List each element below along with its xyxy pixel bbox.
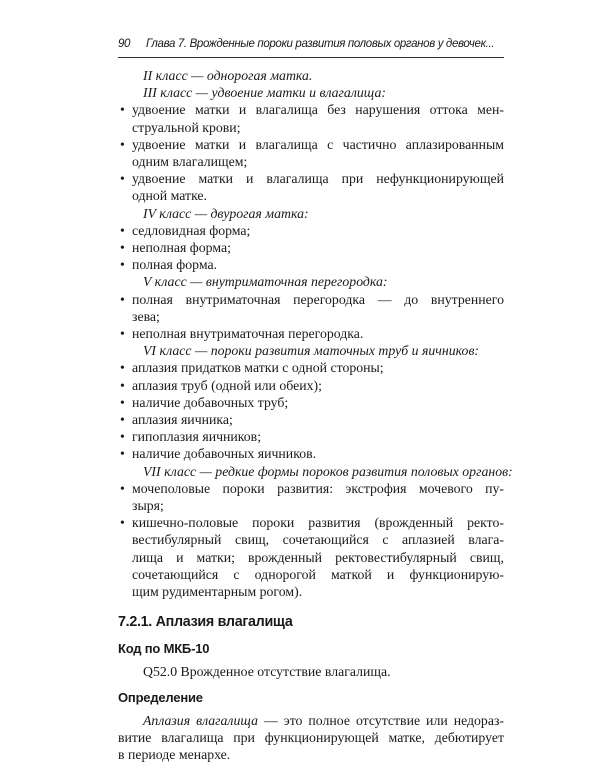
page-body: [118, 67, 513, 763]
list-item: • кишечно-половые пороки развития (врожденный ректо- вестибулярный свищ, сочетающийся с аплазией влага- лища и матки; врожденный ректовестибулярный свищ, сочетающийся с однорогой маткой и функционирую- щим рудиментарным рогом).: [118, 514, 504, 600]
page-number: 90: [118, 38, 131, 50]
class-4-heading: IV класс — двурогая матка:: [143, 205, 309, 221]
list-item: • аплазия яичника;: [118, 411, 504, 428]
list-item: • неполная внутриматочная перегородка.: [118, 325, 504, 342]
list-item: • аплазия труб (одной или обеих);: [118, 377, 504, 394]
running-header: [118, 36, 504, 52]
list-item: • наличие добавочных яичников.: [118, 445, 504, 462]
list-item: • аплазия придатков матки с одной стороны;: [118, 359, 504, 376]
class-7-heading: VII класс — редкие формы пороков развития половых органов:: [143, 463, 513, 479]
list-item: • удвоение матки и влагалища с частично аплазированным одним влагалищем;: [118, 136, 504, 170]
class-5-heading: V класс — внутриматочная перегородка:: [143, 274, 388, 290]
list-item: • неполная форма;: [118, 239, 504, 256]
class-6-list: [118, 359, 504, 462]
definition-line: Аплазия влагалища — это полное отсутствие или недораз-: [143, 712, 504, 728]
icd-code-line: Q52.0 Врожденное отсутствие влагалища.: [143, 664, 391, 680]
class-3-list: [118, 101, 504, 204]
list-item: • гипоплазия яичников;: [118, 428, 504, 445]
list-item: • наличие добавочных труб;: [118, 394, 504, 411]
class-5-list: [118, 291, 504, 343]
header-rule: [118, 57, 504, 58]
list-item: • мочеполовые пороки развития: экстрофия мочевого пу- зыря;: [118, 480, 504, 514]
class-7-list: [118, 480, 504, 600]
icd-heading: Код по МКБ-10: [118, 641, 210, 657]
class-3-heading: III класс — удвоение матки и влагалища:: [143, 85, 387, 101]
definition-heading: Определение: [118, 689, 203, 705]
running-title: Глава 7. Врожденные пороки развития половых органов у девочек...: [146, 38, 495, 50]
list-item: • удвоение матки и влагалища при нефункционирующей одной матке.: [118, 170, 504, 204]
class-4-list: [118, 222, 504, 274]
list-item: • удвоение матки и влагалища без нарушения оттока мен- струальной крови;: [118, 101, 504, 135]
list-item: • полная внутриматочная перегородка — до внутреннего зева;: [118, 291, 504, 325]
section-title: 7.2.1. Аплазия влагалища: [118, 614, 293, 631]
list-item: • полная форма.: [118, 256, 504, 273]
class-2-heading: II класс — однорогая матка.: [143, 68, 313, 83]
definition-line: витие влагалища при функционирующей матке, дебютирует: [118, 729, 504, 745]
list-item: • седловидная форма;: [118, 222, 504, 239]
definition-term: Аплазия влагалища: [143, 712, 259, 728]
class-6-heading: VI класс — пороки развития маточных труб и яичников:: [143, 343, 480, 359]
definition-line: в периоде менархе.: [118, 746, 231, 762]
